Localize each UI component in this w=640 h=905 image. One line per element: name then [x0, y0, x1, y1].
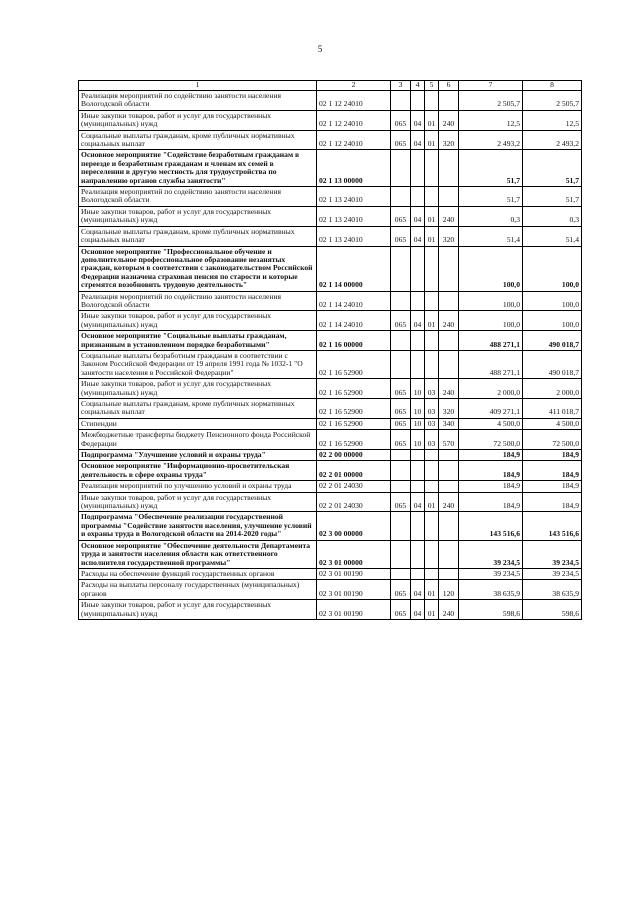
amount-col7: 12,5: [459, 110, 523, 130]
target-article-code: 02 1 16 00000: [317, 331, 391, 351]
department-code: [391, 150, 411, 187]
department-code: [391, 331, 411, 351]
expense-type-code: [439, 291, 459, 311]
section-code: [411, 246, 425, 291]
table-row: [79, 311, 582, 331]
amount-col8: 100,0: [523, 291, 582, 311]
header-cell: 4: [411, 81, 425, 91]
target-article-code: 02 1 16 52900: [317, 399, 391, 419]
target-article-code: 02 2 01 24030: [317, 492, 391, 512]
budget-table: [78, 80, 582, 620]
section-code: 10: [411, 399, 425, 419]
amount-col7: 39 234,5: [459, 540, 523, 568]
amount-col8: 184,9: [523, 461, 582, 481]
subsection-code: [425, 461, 439, 481]
header-cell: 3: [391, 81, 411, 91]
expense-type-code: [439, 481, 459, 492]
amount-col8: 2 505,7: [523, 91, 582, 111]
amount-col8: 39 234,5: [523, 540, 582, 568]
expense-type-code: [439, 331, 459, 351]
amount-col8: 184,9: [523, 481, 582, 492]
item-name: Социальные выплаты безработным гражданам в соответствии с Законом Российской Федерации от 19 апреля 1991 года № 1032-1 "О занятости населения в Российской Федерации": [79, 350, 317, 378]
table-row: [79, 91, 582, 111]
amount-col8: 12,5: [523, 110, 582, 130]
item-name: Межбюджетные трансферты бюджету Пенсионного фонда Российской Федерации: [79, 430, 317, 450]
amount-col8: 51,7: [523, 150, 582, 187]
amount-col8: 598,6: [523, 600, 582, 620]
amount-col7: 100,0: [459, 246, 523, 291]
section-code: [411, 91, 425, 111]
amount-col7: 143 516,6: [459, 512, 523, 540]
department-code: [391, 350, 411, 378]
table-row: [79, 418, 582, 429]
expense-type-code: 570: [439, 430, 459, 450]
department-code: [391, 461, 411, 481]
table-row: [79, 226, 582, 246]
amount-col7: 184,9: [459, 481, 523, 492]
section-code: 04: [411, 130, 425, 150]
section-code: 10: [411, 418, 425, 429]
amount-col7: 4 500,0: [459, 418, 523, 429]
subsection-code: [425, 246, 439, 291]
amount-col8: 51,4: [523, 226, 582, 246]
target-article-code: 02 3 00 00000: [317, 512, 391, 540]
expense-type-code: [439, 246, 459, 291]
section-code: [411, 512, 425, 540]
table-row: [79, 110, 582, 130]
department-code: 065: [391, 399, 411, 419]
item-name: Социальные выплаты гражданам, кроме публичных нормативных социальных выплат: [79, 399, 317, 419]
header-row: [79, 81, 582, 91]
target-article-code: 02 3 01 00190: [317, 600, 391, 620]
page-number: 5: [317, 44, 323, 54]
expense-type-code: [439, 91, 459, 111]
department-code: 065: [391, 580, 411, 600]
subsection-code: [425, 450, 439, 461]
subsection-code: [425, 331, 439, 351]
amount-col7: 51,7: [459, 150, 523, 187]
item-name: Расходы на обеспечение функций государственных органов: [79, 568, 317, 579]
table-row: [79, 291, 582, 311]
amount-col7: 39 234,5: [459, 568, 523, 579]
subsection-code: 01: [425, 311, 439, 331]
table-row: [79, 450, 582, 461]
subsection-code: [425, 350, 439, 378]
amount-col7: 488 271,1: [459, 331, 523, 351]
amount-col8: 39 234,5: [523, 568, 582, 579]
subsection-code: [425, 150, 439, 187]
section-code: [411, 331, 425, 351]
subsection-code: [425, 91, 439, 111]
amount-col8: 184,9: [523, 492, 582, 512]
amount-col7: 409 271,1: [459, 399, 523, 419]
target-article-code: 02 1 16 52900: [317, 418, 391, 429]
section-code: 04: [411, 600, 425, 620]
subsection-code: 01: [425, 130, 439, 150]
amount-col8: 490 018,7: [523, 350, 582, 378]
amount-col7: 488 271,1: [459, 350, 523, 378]
target-article-code: 02 3 01 00000: [317, 540, 391, 568]
subsection-code: 01: [425, 580, 439, 600]
table-row: [79, 379, 582, 399]
table-row: [79, 540, 582, 568]
amount-col8: 100,0: [523, 311, 582, 331]
amount-col8: 143 516,6: [523, 512, 582, 540]
section-code: 04: [411, 226, 425, 246]
target-article-code: 02 1 13 24010: [317, 187, 391, 207]
department-code: 065: [391, 600, 411, 620]
section-code: [411, 481, 425, 492]
expense-type-code: 320: [439, 226, 459, 246]
section-code: 10: [411, 379, 425, 399]
table-row: [79, 187, 582, 207]
subsection-code: 03: [425, 430, 439, 450]
subsection-code: 03: [425, 379, 439, 399]
subsection-code: [425, 568, 439, 579]
item-name: Подпрограмма "Улучшение условий и охраны труда": [79, 450, 317, 461]
header-cell: 8: [523, 81, 582, 91]
header-cell: 2: [317, 81, 391, 91]
item-name: Иные закупки товаров, работ и услуг для государственных (муниципальных) нужд: [79, 311, 317, 331]
expense-type-code: 240: [439, 311, 459, 331]
amount-col7: 100,0: [459, 291, 523, 311]
department-code: [391, 91, 411, 111]
target-article-code: 02 1 16 52900: [317, 350, 391, 378]
section-code: [411, 540, 425, 568]
item-name: Реализация мероприятий по содействию занятости населения Вологодской области: [79, 91, 317, 111]
item-name: Иные закупки товаров, работ и услуг для государственных (муниципальных) нужд: [79, 600, 317, 620]
expense-type-code: [439, 450, 459, 461]
target-article-code: 02 1 13 24010: [317, 226, 391, 246]
table-row: [79, 568, 582, 579]
target-article-code: 02 1 12 24010: [317, 91, 391, 111]
item-name: Социальные выплаты гражданам, кроме публичных нормативных социальных выплат: [79, 130, 317, 150]
department-code: 065: [391, 430, 411, 450]
section-code: 04: [411, 206, 425, 226]
expense-type-code: 320: [439, 130, 459, 150]
section-code: 04: [411, 492, 425, 512]
amount-col7: 38 635,9: [459, 580, 523, 600]
expense-type-code: 240: [439, 206, 459, 226]
department-code: [391, 450, 411, 461]
department-code: 065: [391, 110, 411, 130]
expense-type-code: [439, 350, 459, 378]
table-row: [79, 481, 582, 492]
section-code: [411, 187, 425, 207]
table-row: [79, 461, 582, 481]
amount-col7: 184,9: [459, 461, 523, 481]
section-code: [411, 461, 425, 481]
amount-col7: 2 000,0: [459, 379, 523, 399]
amount-col7: 184,9: [459, 492, 523, 512]
department-code: 065: [391, 379, 411, 399]
section-code: [411, 150, 425, 187]
header-cell: 5: [425, 81, 439, 91]
item-name: Социальные выплаты гражданам, кроме публичных нормативных социальных выплат: [79, 226, 317, 246]
item-name: Основное мероприятие "Профессиональное обучение и дополнительное профессиональное образование незанятых граждан, которым в соответствии с законодательством Российской Федерации назначена страховая пенсия по старости и которые стремятся возобновить трудовую деятельность": [79, 246, 317, 291]
department-code: 065: [391, 311, 411, 331]
table-row: [79, 399, 582, 419]
table-row: [79, 350, 582, 378]
expense-type-code: 120: [439, 580, 459, 600]
section-code: 10: [411, 430, 425, 450]
section-code: [411, 291, 425, 311]
expense-type-code: [439, 540, 459, 568]
item-name: Стипендии: [79, 418, 317, 429]
target-article-code: 02 3 01 00190: [317, 580, 391, 600]
section-code: [411, 450, 425, 461]
section-code: [411, 350, 425, 378]
subsection-code: [425, 512, 439, 540]
amount-col8: 2 000,0: [523, 379, 582, 399]
subsection-code: 01: [425, 226, 439, 246]
expense-type-code: 340: [439, 418, 459, 429]
table-row: [79, 246, 582, 291]
department-code: 065: [391, 206, 411, 226]
amount-col7: 51,4: [459, 226, 523, 246]
department-code: [391, 568, 411, 579]
table-row: [79, 430, 582, 450]
subsection-code: 01: [425, 110, 439, 130]
target-article-code: 02 1 16 52900: [317, 379, 391, 399]
section-code: 04: [411, 580, 425, 600]
department-code: [391, 291, 411, 311]
item-name: Основное мероприятие "Социальные выплаты гражданам, признанным в установленном порядке безработными": [79, 331, 317, 351]
subsection-code: 01: [425, 206, 439, 226]
target-article-code: 02 1 12 24010: [317, 110, 391, 130]
amount-col8: 38 635,9: [523, 580, 582, 600]
amount-col7: 2 505,7: [459, 91, 523, 111]
amount-col7: 100,0: [459, 311, 523, 331]
section-code: [411, 568, 425, 579]
expense-type-code: [439, 512, 459, 540]
target-article-code: 02 1 14 24010: [317, 311, 391, 331]
section-code: 04: [411, 110, 425, 130]
expense-type-code: 320: [439, 399, 459, 419]
target-article-code: 02 2 01 24030: [317, 481, 391, 492]
target-article-code: 02 1 14 00000: [317, 246, 391, 291]
table-row: [79, 492, 582, 512]
target-article-code: 02 3 01 00190: [317, 568, 391, 579]
item-name: Расходы на выплаты персоналу государственных (муниципальных) органов: [79, 580, 317, 600]
expense-type-code: [439, 187, 459, 207]
table-row: [79, 130, 582, 150]
department-code: 065: [391, 492, 411, 512]
amount-col8: 4 500,0: [523, 418, 582, 429]
subsection-code: [425, 540, 439, 568]
table-row: [79, 150, 582, 187]
item-name: Основное мероприятие "Информационно-просветительская деятельность в сфере охраны труда": [79, 461, 317, 481]
department-code: [391, 187, 411, 207]
item-name: Реализация мероприятий по содействию занятости населения Вологодской области: [79, 187, 317, 207]
amount-col7: 72 500,0: [459, 430, 523, 450]
expense-type-code: [439, 150, 459, 187]
item-name: Иные закупки товаров, работ и услуг для государственных (муниципальных) нужд: [79, 379, 317, 399]
department-code: [391, 540, 411, 568]
expense-type-code: [439, 461, 459, 481]
amount-col8: 2 493,2: [523, 130, 582, 150]
amount-col8: 0,3: [523, 206, 582, 226]
target-article-code: 02 1 12 24010: [317, 130, 391, 150]
amount-col7: 0,3: [459, 206, 523, 226]
department-code: 065: [391, 130, 411, 150]
department-code: 065: [391, 226, 411, 246]
amount-col7: 184,9: [459, 450, 523, 461]
amount-col7: 51,7: [459, 187, 523, 207]
target-article-code: 02 1 16 52900: [317, 430, 391, 450]
section-code: 04: [411, 311, 425, 331]
subsection-code: 03: [425, 418, 439, 429]
amount-col8: 490 018,7: [523, 331, 582, 351]
item-name: Реализация мероприятий по содействию занятости населения Вологодской области: [79, 291, 317, 311]
target-article-code: 02 1 13 00000: [317, 150, 391, 187]
subsection-code: [425, 481, 439, 492]
item-name: Иные закупки товаров, работ и услуг для государственных (муниципальных) нужд: [79, 206, 317, 226]
amount-col8: 100,0: [523, 246, 582, 291]
target-article-code: 02 1 13 24010: [317, 206, 391, 226]
subsection-code: [425, 291, 439, 311]
item-name: Иные закупки товаров, работ и услуг для государственных (муниципальных) нужд: [79, 492, 317, 512]
expense-type-code: [439, 568, 459, 579]
expense-type-code: 240: [439, 110, 459, 130]
table-row: [79, 206, 582, 226]
amount-col7: 2 493,2: [459, 130, 523, 150]
target-article-code: 02 2 01 00000: [317, 461, 391, 481]
target-article-code: 02 1 14 24010: [317, 291, 391, 311]
item-name: Основное мероприятие "Содействие безработным гражданам в переезде и безработным гражданам и членам их семей в переселении в другую местность для трудоустройства по направлению органов службы занятости": [79, 150, 317, 187]
header-cell: 1: [79, 81, 317, 91]
table-row: [79, 580, 582, 600]
table-row: [79, 512, 582, 540]
table-row: [79, 600, 582, 620]
amount-col8: 51,7: [523, 187, 582, 207]
item-name: Реализация мероприятий по улучшению условий и охраны труда: [79, 481, 317, 492]
department-code: 065: [391, 418, 411, 429]
subsection-code: 01: [425, 600, 439, 620]
item-name: Иные закупки товаров, работ и услуг для государственных (муниципальных) нужд: [79, 110, 317, 130]
subsection-code: 01: [425, 492, 439, 512]
amount-col7: 598,6: [459, 600, 523, 620]
expense-type-code: 240: [439, 379, 459, 399]
table-row: [79, 331, 582, 351]
header-cell: 7: [459, 81, 523, 91]
amount-col8: 72 500,0: [523, 430, 582, 450]
expense-type-code: 240: [439, 600, 459, 620]
header-cell: 6: [439, 81, 459, 91]
subsection-code: 03: [425, 399, 439, 419]
department-code: [391, 512, 411, 540]
subsection-code: [425, 187, 439, 207]
amount-col8: 411 018,7: [523, 399, 582, 419]
department-code: [391, 481, 411, 492]
expense-type-code: 240: [439, 492, 459, 512]
target-article-code: 02 2 00 00000: [317, 450, 391, 461]
item-name: Подпрограмма "Обеспечение реализации государственной программы "Содействие занятости населения, улучшение условий и охраны труда в Вологодской области на 2014-2020 годы": [79, 512, 317, 540]
department-code: [391, 246, 411, 291]
amount-col8: 184,9: [523, 450, 582, 461]
item-name: Основное мероприятие "Обеспечение деятельности Департамента труда и занятости населения области как ответственного исполнителя государственной программы": [79, 540, 317, 568]
